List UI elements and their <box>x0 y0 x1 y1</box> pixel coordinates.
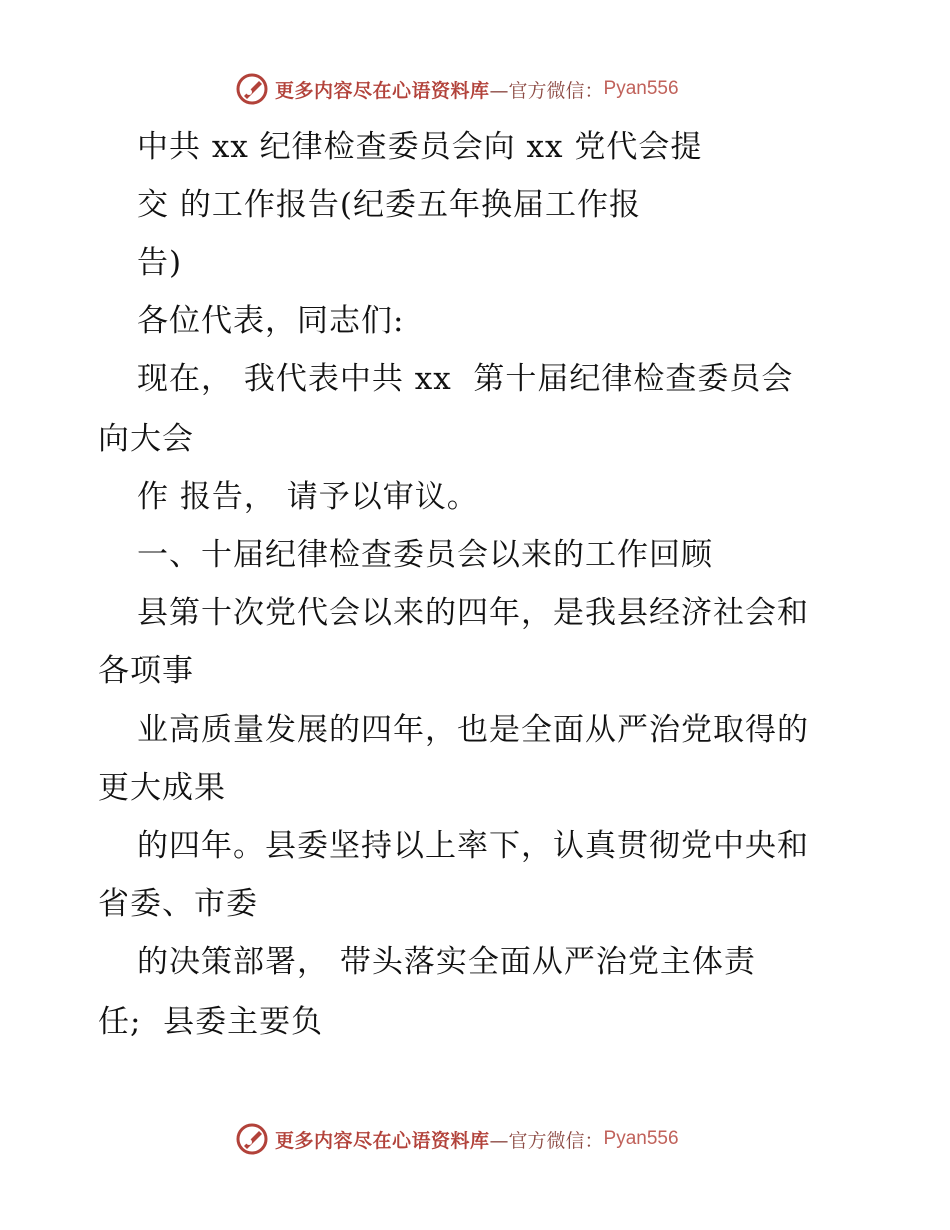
paragraph-line: 现在， 我代表中共 xx 第十届纪律检查委员会 <box>137 361 794 397</box>
paragraph-line: 业高质量发展的四年，也是全面从严治党取得的 <box>137 712 809 748</box>
paragraph-line: 的四年。县委坚持以上率下，认真贯彻党中央和 <box>137 828 809 864</box>
paragraph-line: 更大成果 <box>98 770 226 806</box>
paragraph-line: 县第十次党代会以来的四年，是我县经济社会和 <box>137 595 809 631</box>
paragraph-line: 各项事 <box>98 653 194 689</box>
paragraph-line: 省委、市委 <box>98 886 258 922</box>
paragraph-line: 向大会 <box>98 421 194 457</box>
paragraph-line: 任; 县委主要负 <box>98 1004 324 1040</box>
doc-title-line-1: 中共 xx 纪律检查委员会向 xx 党代会提 <box>137 129 703 165</box>
watermark-brand: 更多内容尽在心语资料库 <box>275 1129 490 1152</box>
watermark-brand: 更多内容尽在心语资料库 <box>275 79 490 102</box>
watermark-wechat-id: Pyan556 <box>603 78 679 99</box>
watermark-header <box>235 72 679 106</box>
watermark-wechat-id: Pyan556 <box>603 1128 679 1149</box>
paragraph-line: 作 报告， 请予以审议。 <box>137 479 479 515</box>
doc-title-line-2: 交 的工作报告(纪委五年换届工作报 <box>137 187 641 223</box>
pen-logo-icon <box>235 1122 269 1156</box>
watermark-separator: —官方微信： <box>489 79 604 102</box>
watermark-separator: —官方微信： <box>489 1129 604 1152</box>
pen-logo-icon <box>235 72 269 106</box>
paragraph-line: 的决策部署， 带头落实全面从严治党主体责 <box>137 944 756 980</box>
watermark-footer <box>235 1122 679 1156</box>
doc-title-line-3: 告) <box>137 245 183 281</box>
section-heading: 一、十届纪律检查委员会以来的工作回顾 <box>137 537 713 573</box>
salutation: 各位代表，同志们: <box>137 303 405 339</box>
